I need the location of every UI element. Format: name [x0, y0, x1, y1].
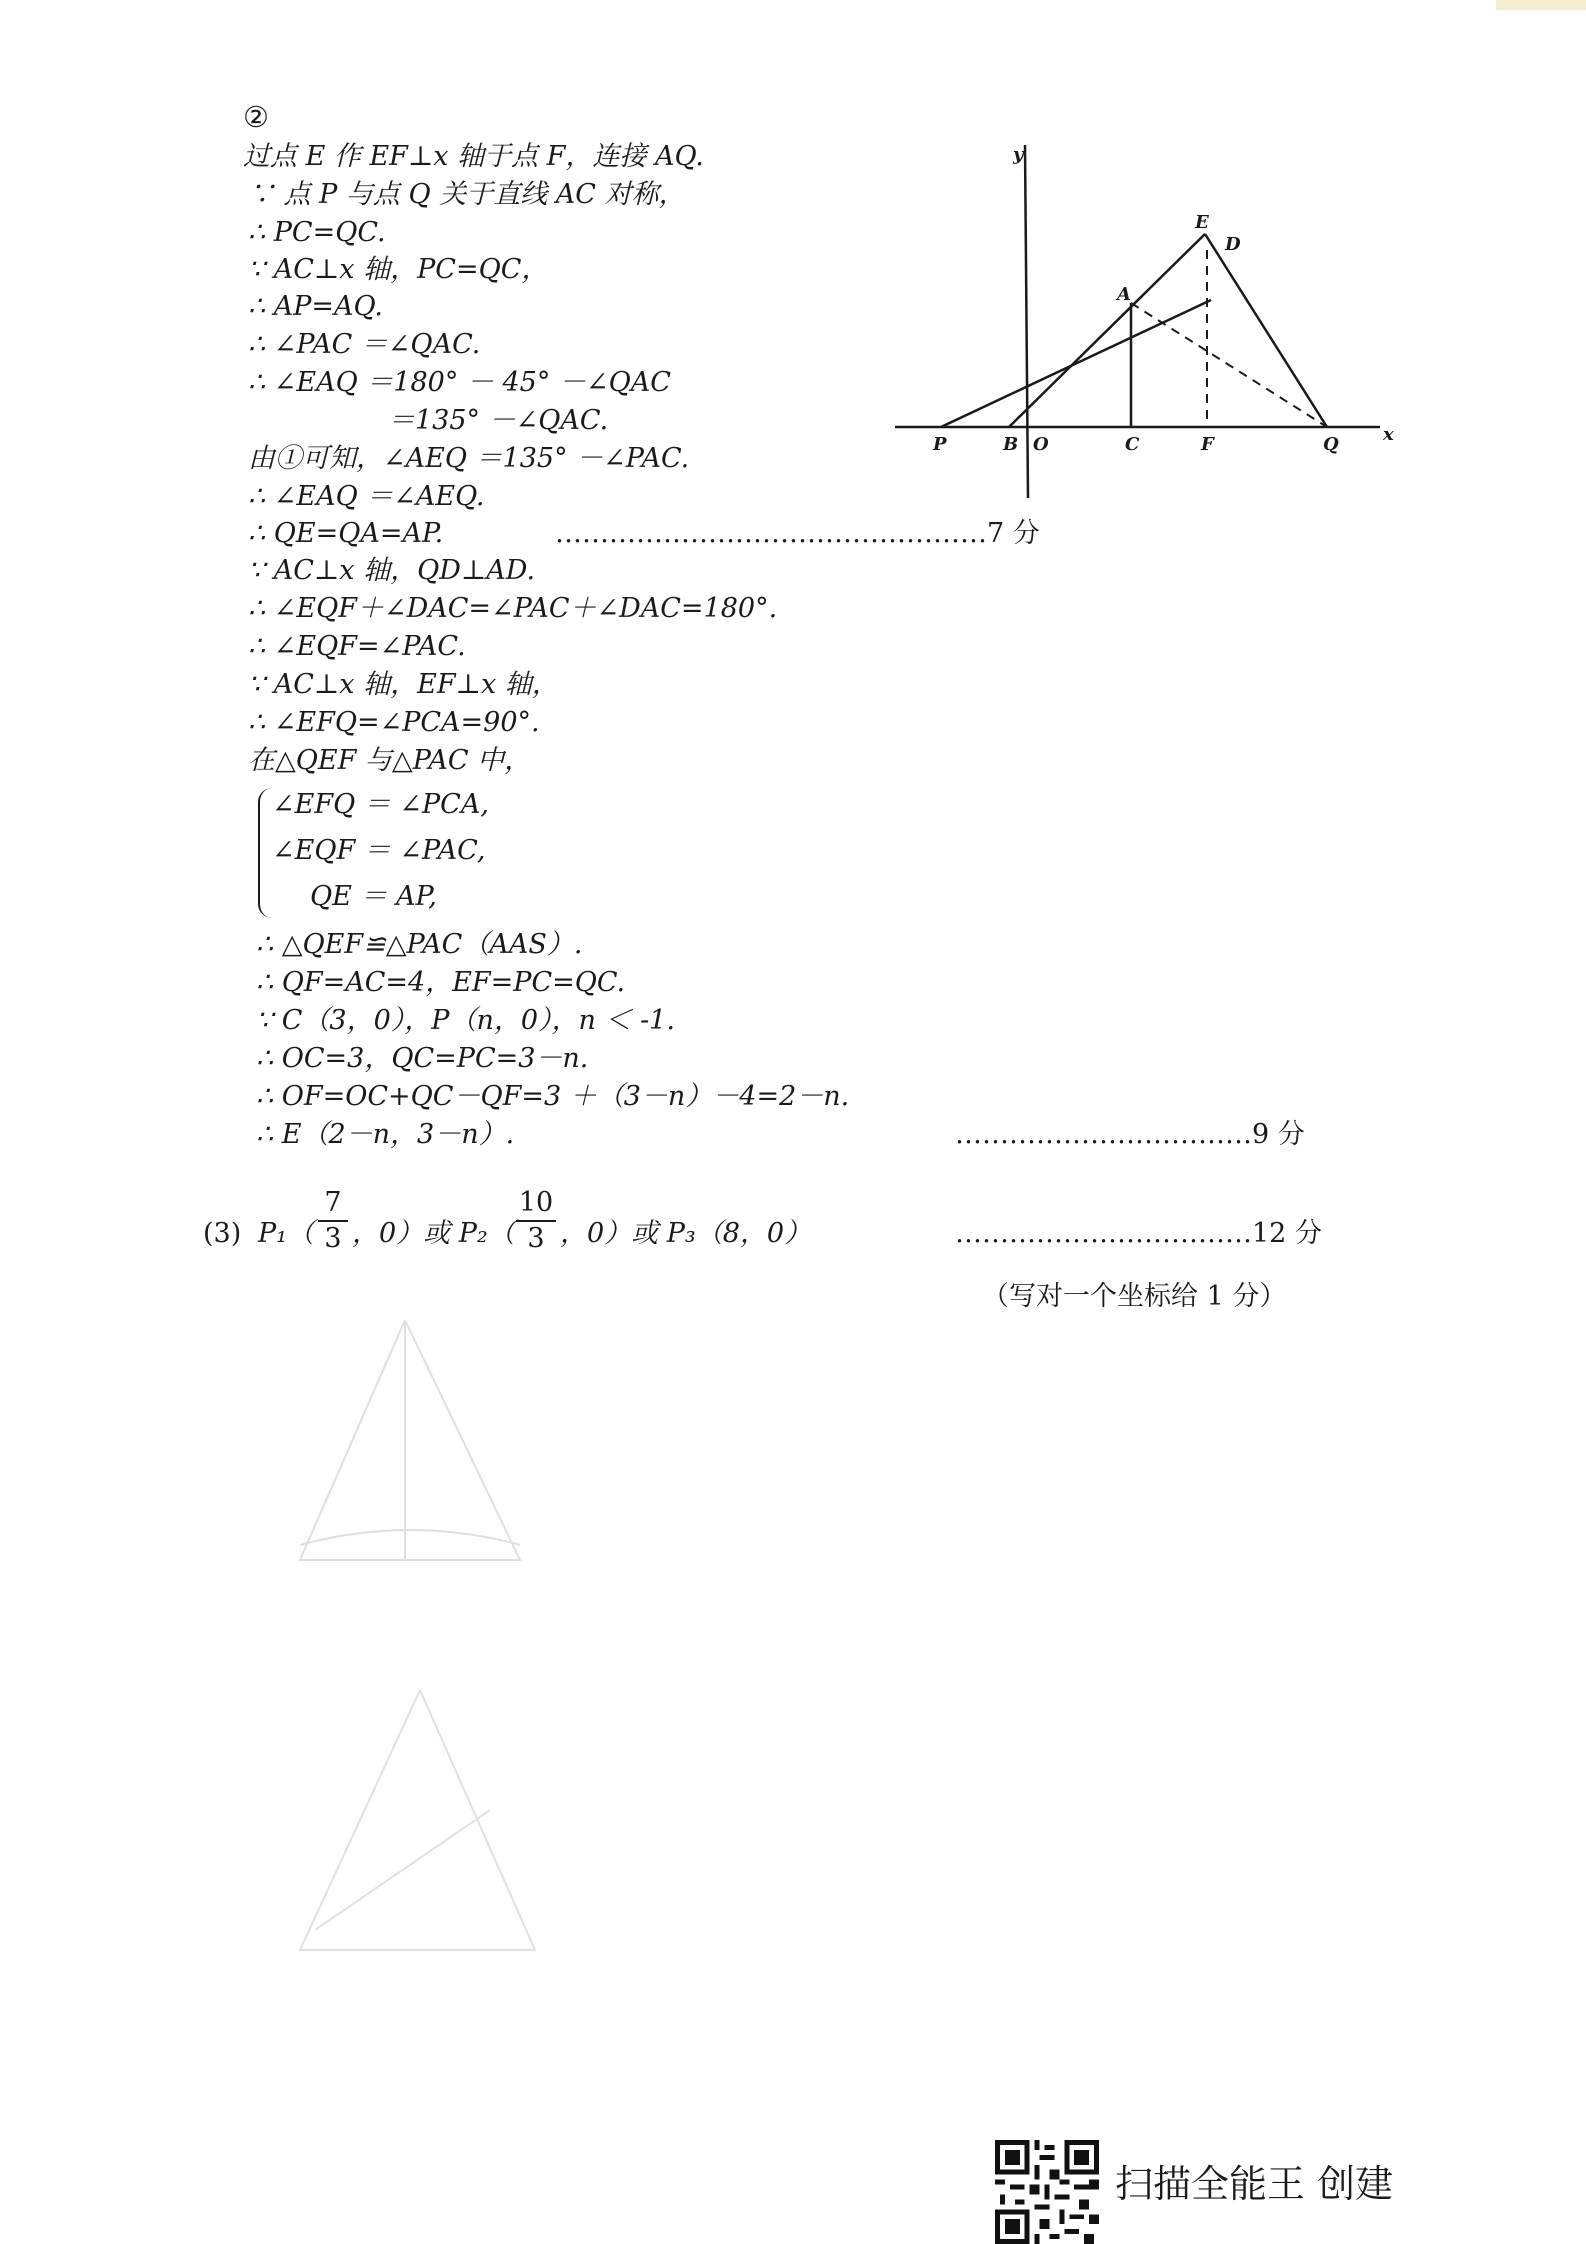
proof-line-10: ∴ ∠EAQ ＝∠AEQ. [248, 481, 485, 512]
label-f: F [1201, 434, 1214, 455]
label-e: E [1195, 212, 1209, 233]
part3-label: (3) [203, 1218, 242, 1249]
dashed-aq [1131, 303, 1327, 427]
system-line-1: ∠EFQ ＝ ∠PCA, [272, 789, 489, 820]
label-a: A [1117, 284, 1131, 305]
score-9: ……………………………9 分 [955, 1119, 1305, 1150]
scoring-note: （写对一个坐标给 1 分） [982, 1281, 1287, 1312]
proof-line-5: ∴ AP=AQ. [248, 291, 383, 322]
geometry-figure [895, 140, 1395, 510]
proof-line-12: ∵ AC⊥x 轴，QD⊥AD. [248, 555, 536, 586]
proof-line-9: 由①可知，∠AEQ ＝135° －∠PAC. [248, 443, 690, 474]
proof-line-18: ∴ △QEF≌△PAC（AAS）. [256, 929, 583, 960]
fraction-denominator: 3 [527, 1223, 545, 1254]
bleed-through-triangle-1 [270, 1300, 570, 1600]
proof-line-1: 过点 E 作 EF⊥x 轴于点 F，连接 AQ. [243, 141, 704, 172]
proof-line-2: ∵ 点 P 与点 Q 关于直线 AC 对称， [248, 179, 686, 210]
fraction-denominator: 3 [324, 1223, 342, 1254]
proof-line-7: ∴ ∠EAQ ＝180° － 45° －∠QAC [248, 367, 671, 398]
system-line-3: QE ＝ AP, [310, 881, 437, 912]
score-12: ……………………………12 分 [955, 1218, 1322, 1249]
score-7: …………………………………………7 分 [555, 518, 1040, 549]
part3-tail: ，0）或 P₃（8，0） [560, 1218, 812, 1249]
proof-line-6: ∴ ∠PAC ＝∠QAC. [248, 329, 481, 360]
system-line-2: ∠EQF ＝ ∠PAC, [272, 835, 486, 866]
scanner-brand: 扫描全能王 创建 [1115, 2162, 1394, 2206]
proof-line-13: ∴ ∠EQF＋∠DAC=∠PAC＋∠DAC=180°. [248, 593, 778, 624]
proof-line-23: ∴ E（2－n，3－n）. [256, 1119, 515, 1150]
proof-line-4: ∵ AC⊥x 轴，PC=QC， [248, 254, 549, 285]
proof-line-3: ∴ PC=QC. [248, 217, 386, 248]
step-marker: ② [243, 100, 269, 134]
proof-line-8: ＝135° －∠QAC. [388, 405, 609, 436]
label-p: P [933, 434, 947, 455]
label-c: C [1125, 434, 1140, 455]
fraction-numerator: 7 [324, 1187, 342, 1218]
part3-p1: P₁（ [258, 1218, 314, 1249]
part3-middle: ，0）或 P₂（ [352, 1218, 515, 1249]
label-q: Q [1323, 434, 1339, 455]
proof-line-20: ∵ C（3，0），P（n，0），n ＜ -1. [256, 1005, 675, 1036]
line-pa [941, 300, 1211, 427]
proof-line-14: ∴ ∠EQF=∠PAC. [248, 631, 466, 662]
y-axis [1025, 145, 1028, 498]
label-y: y [1013, 144, 1024, 165]
label-b: B [1003, 434, 1019, 455]
proof-line-15: ∵ AC⊥x 轴，EF⊥x 轴， [248, 669, 559, 700]
qr-code-icon [995, 2140, 1099, 2244]
line-eq [1205, 234, 1327, 427]
proof-line-16: ∴ ∠EFQ=∠PCA=90°. [248, 707, 540, 738]
proof-line-17: 在△QEF 与△PAC 中， [248, 745, 532, 776]
bleed-through-triangle-2 [270, 1680, 570, 1980]
fraction-7-3 [318, 1188, 348, 1254]
proof-line-11: ∴ QE=QA=AP. [248, 518, 444, 549]
label-x: x [1383, 424, 1394, 445]
corner-mark [1496, 0, 1586, 10]
label-o: O [1033, 434, 1049, 455]
proof-line-22: ∴ OF=OC+QC－QF=3 ＋（3－n）－4=2－n. [256, 1081, 850, 1112]
fraction-numerator: 10 [518, 1187, 554, 1218]
label-d: D [1225, 234, 1241, 255]
proof-line-19: ∴ QF=AC=4，EF=PC=QC. [256, 967, 626, 998]
fraction-10-3 [516, 1188, 556, 1254]
proof-line-21: ∴ OC=3，QC=PC=3－n. [256, 1043, 589, 1074]
